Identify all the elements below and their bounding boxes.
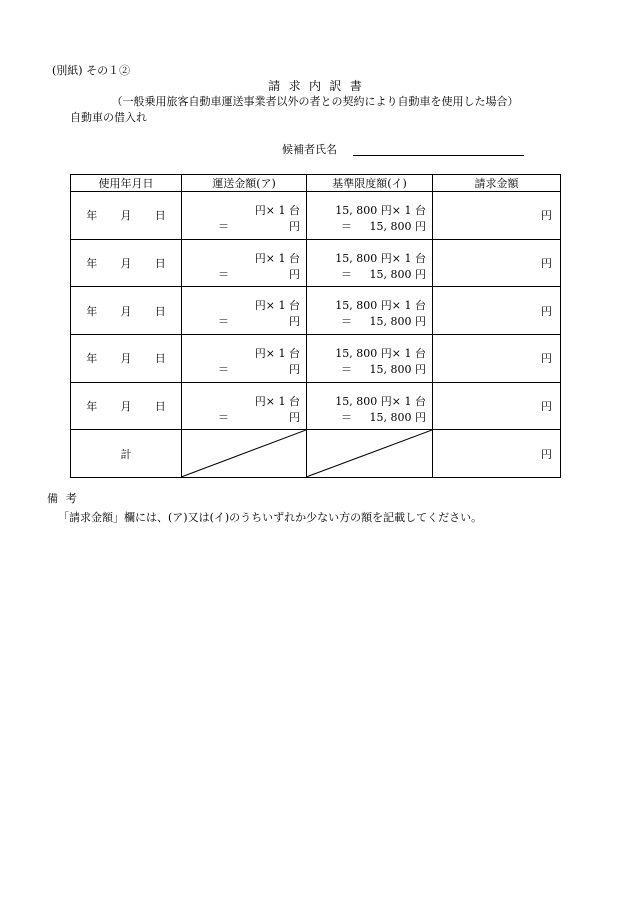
equals-sign: ＝ bbox=[218, 267, 229, 281]
equals-sign: ＝ bbox=[218, 220, 229, 233]
fare-amount-cell[interactable] bbox=[182, 287, 307, 335]
limit-amount-cell bbox=[307, 382, 433, 430]
limit-value: 15, 800 円 bbox=[369, 220, 426, 233]
equals-sign: ＝ bbox=[341, 220, 352, 233]
fare-formula: 円× 1 台 bbox=[254, 251, 300, 265]
header-fare-amount: 運送金額(ア) bbox=[182, 175, 307, 192]
limit-value: 15, 800 円 bbox=[369, 410, 426, 424]
claim-amount-cell[interactable]: 円 bbox=[433, 287, 561, 335]
fare-total-crossed-cell bbox=[182, 430, 307, 478]
notes-heading: 備考 bbox=[47, 492, 85, 505]
claim-breakdown-table bbox=[70, 174, 560, 478]
header-limit-amount: 基準限度額(イ) bbox=[307, 175, 433, 192]
equals-sign: ＝ bbox=[341, 362, 352, 376]
claim-amount-cell[interactable]: 円 bbox=[433, 382, 561, 430]
diagonal-slash bbox=[307, 430, 432, 477]
fare-amount-cell[interactable] bbox=[182, 334, 307, 382]
table-row bbox=[71, 239, 561, 287]
limit-amount-cell bbox=[307, 239, 433, 287]
total-claim-cell[interactable]: 円 bbox=[433, 430, 561, 478]
fare-unit: 円 bbox=[289, 315, 300, 329]
header-claim-amount: 請求金額 bbox=[433, 175, 561, 192]
limit-formula: 15, 800 円× 1 台 bbox=[335, 251, 426, 265]
table-row bbox=[71, 334, 561, 382]
equals-sign: ＝ bbox=[218, 410, 229, 424]
fare-unit: 円 bbox=[289, 220, 300, 233]
claim-amount-cell[interactable]: 円 bbox=[433, 192, 561, 240]
rental-label: 自動車の借入れ bbox=[70, 111, 147, 124]
limit-formula: 15, 800 円× 1 台 bbox=[335, 346, 426, 360]
usage-date-cell[interactable]: 年 月 日 bbox=[71, 382, 182, 430]
fare-formula: 円× 1 台 bbox=[254, 394, 300, 408]
limit-formula: 15, 800 円× 1 台 bbox=[335, 299, 426, 313]
notes-text: 「請求金額」欄には、(ア)又は(イ)のうちいずれか少ない方の額を記載してください。 bbox=[58, 511, 483, 524]
limit-total-crossed-cell bbox=[307, 430, 433, 478]
limit-value: 15, 800 円 bbox=[369, 362, 426, 376]
limit-formula: 15, 800 円× 1 台 bbox=[335, 394, 426, 408]
fare-amount-cell[interactable] bbox=[182, 192, 307, 240]
diagonal-slash bbox=[182, 430, 306, 477]
limit-amount-cell bbox=[307, 287, 433, 335]
usage-date-cell[interactable]: 年 月 日 bbox=[71, 239, 182, 287]
appendix-label: (別紙) その１② bbox=[52, 64, 131, 77]
table-row bbox=[71, 382, 561, 430]
fare-unit: 円 bbox=[289, 362, 300, 376]
usage-date-cell[interactable]: 年 月 日 bbox=[71, 287, 182, 335]
header-usage-date: 使用年月日 bbox=[71, 175, 182, 192]
equals-sign: ＝ bbox=[341, 410, 352, 424]
fare-formula: 円× 1 台 bbox=[254, 204, 300, 217]
limit-amount-cell bbox=[307, 334, 433, 382]
usage-date-cell[interactable]: 年 月 日 bbox=[71, 334, 182, 382]
fare-unit: 円 bbox=[289, 410, 300, 424]
limit-amount-cell bbox=[307, 192, 433, 240]
table-row bbox=[71, 192, 561, 240]
candidate-name-field[interactable] bbox=[353, 155, 524, 156]
limit-value: 15, 800 円 bbox=[369, 267, 426, 281]
claim-amount-cell[interactable]: 円 bbox=[433, 239, 561, 287]
total-row bbox=[71, 430, 561, 478]
fare-amount-cell[interactable] bbox=[182, 239, 307, 287]
equals-sign: ＝ bbox=[341, 315, 352, 329]
document-title: 請求内訳書 bbox=[268, 79, 371, 93]
document-subtitle: （一般乗用旅客自動車運送事業者以外の者との契約により自動車を使用した場合） bbox=[111, 95, 519, 108]
fare-amount-cell[interactable] bbox=[182, 382, 307, 430]
equals-sign: ＝ bbox=[341, 267, 352, 281]
usage-date-cell[interactable]: 年 月 日 bbox=[71, 192, 182, 240]
table-row bbox=[71, 287, 561, 335]
candidate-name-label: 候補者氏名 bbox=[282, 143, 337, 156]
fare-formula: 円× 1 台 bbox=[254, 299, 300, 313]
equals-sign: ＝ bbox=[218, 362, 229, 376]
claim-amount-cell[interactable]: 円 bbox=[433, 334, 561, 382]
fare-unit: 円 bbox=[289, 267, 300, 281]
table-header-row bbox=[71, 175, 561, 192]
total-label: 計 bbox=[71, 430, 182, 478]
equals-sign: ＝ bbox=[218, 315, 229, 329]
limit-formula: 15, 800 円× 1 台 bbox=[335, 204, 426, 217]
limit-value: 15, 800 円 bbox=[369, 315, 426, 329]
fare-formula: 円× 1 台 bbox=[254, 346, 300, 360]
